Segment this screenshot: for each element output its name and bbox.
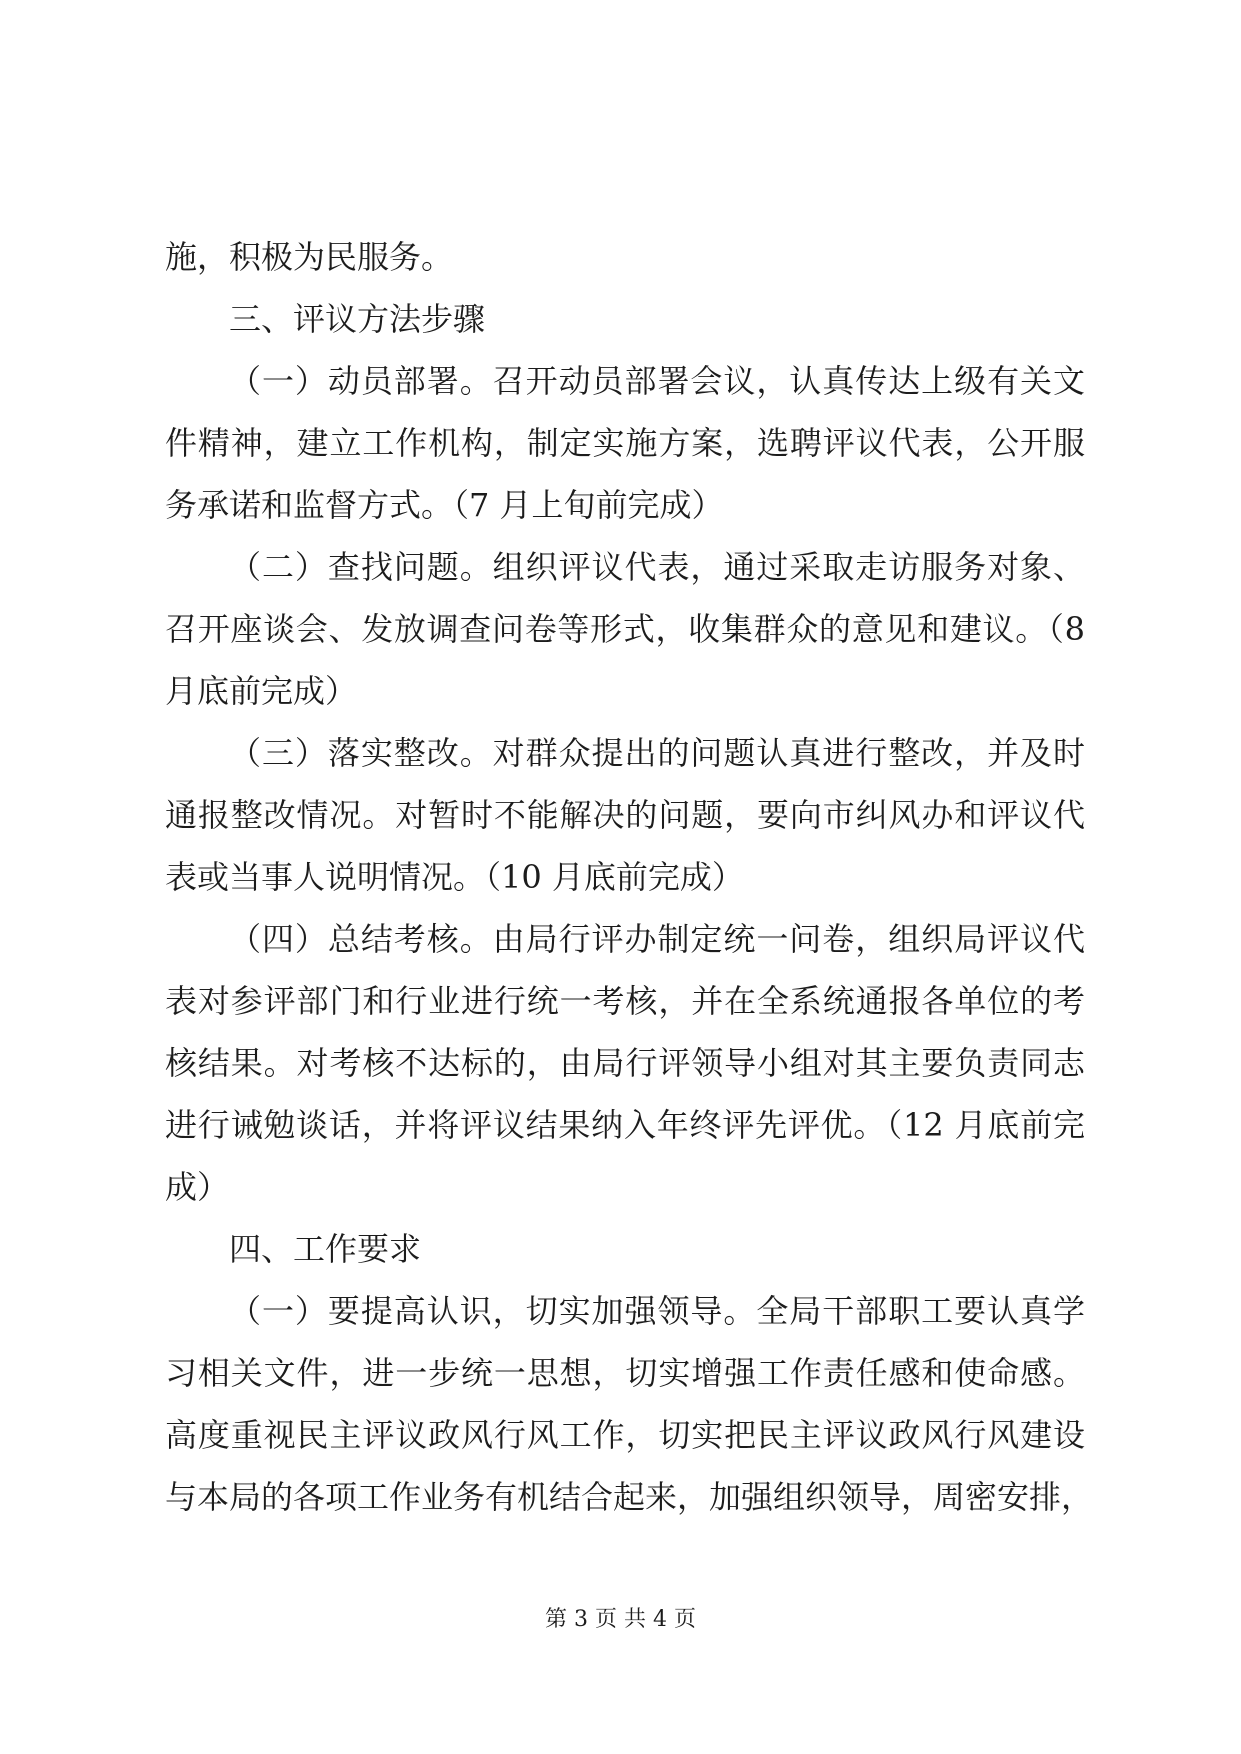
body-text-line: 月底前完成） [165, 672, 358, 710]
body-text-line: 核结果。对考核不达标的，由局行评领导小组对其主要负责同志 [165, 1044, 1085, 1082]
page-number-footer: 第 3 页 共 4 页 [545, 1607, 696, 1632]
body-text-line: 与本局的各项工作业务有机结合起来，加强组织领导，周密安排， [165, 1478, 1094, 1516]
section-heading: 四、工作要求 [229, 1230, 422, 1268]
body-text-line: 高度重视民主评议政风行风工作，切实把民主评议政风行风建设 [165, 1416, 1085, 1454]
section-heading: 三、评议方法步骤 [229, 300, 486, 338]
body-text-line: 习相关文件，进一步统一思想，切实增强工作责任感和使命感。 [165, 1354, 1085, 1392]
document-body [165, 226, 1094, 1528]
body-text-line: 召开座谈会、发放调查问卷等形式，收集群众的意见和建议。（8 [165, 610, 1085, 648]
body-text-line: 件精神，建立工作机构，制定实施方案，选聘评议代表，公开服 [165, 424, 1085, 462]
body-text-line: 表或当事人说明情况。（10 月底前完成） [165, 858, 744, 896]
body-text-line: 成） [165, 1168, 230, 1206]
body-text-line: 务承诺和监督方式。（7 月上旬前完成） [165, 486, 724, 524]
body-text-line: （四）总结考核。由局行评办制定统一问卷，组织局评议代 [229, 920, 1085, 958]
body-text-line: （三）落实整改。对群众提出的问题认真进行整改，并及时 [229, 734, 1085, 772]
body-text-line: （一）要提高认识，切实加强领导。全局干部职工要认真学 [229, 1292, 1085, 1330]
body-text-line: （二）查找问题。组织评议代表，通过采取走访服务对象、 [229, 548, 1085, 586]
body-text-line: 施，积极为民服务。 [165, 238, 454, 276]
body-text-line: 进行诫勉谈话，并将评议结果纳入年终评先评优。（12 月底前完 [165, 1106, 1085, 1144]
body-text-line: （一）动员部署。召开动员部署会议，认真传达上级有关文 [229, 362, 1085, 400]
body-text-line: 通报整改情况。对暂时不能解决的问题，要向市纠风办和评议代 [165, 796, 1085, 834]
body-text-line: 表对参评部门和行业进行统一考核，并在全系统通报各单位的考 [165, 982, 1085, 1020]
